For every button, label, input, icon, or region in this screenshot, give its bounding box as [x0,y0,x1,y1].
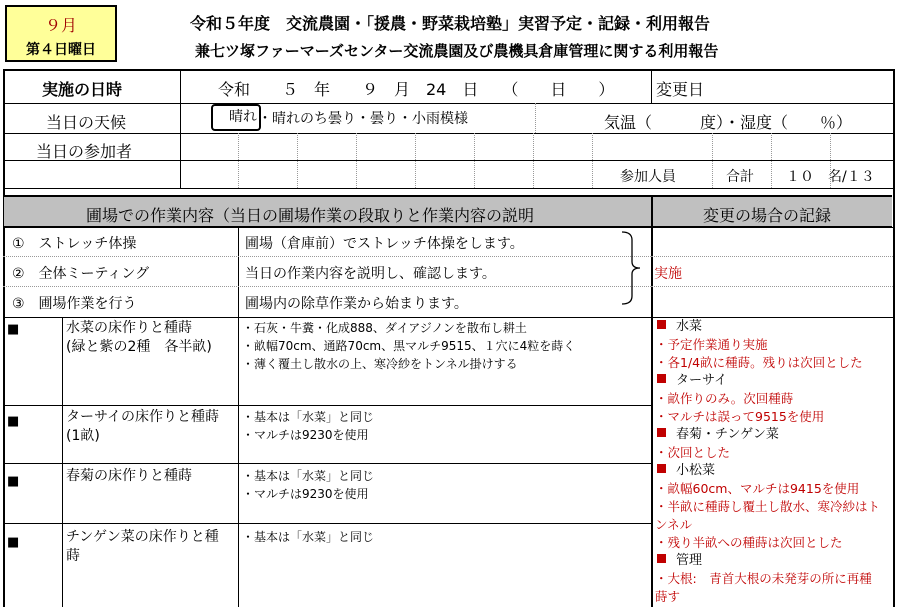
task-3-name: 春菊の床作りと種蒔 [66,468,192,484]
record-heading [655,552,891,570]
change-date-label: 変更日 [656,80,705,99]
steps-note: 実施 [654,266,682,282]
task-3-detail: ・マルチは9230を使用 [242,487,369,501]
task-3-detail: ・基本は「水菜」と同じ [242,469,375,483]
task-4-name: チンゲン菜の床作りと種 蒔 [66,529,219,564]
page-title: 令和５年度 交流農園・「援農・野菜栽培塾」実習予定・記録・利用報告 [190,14,711,33]
record-line: ・大根: 青首大根の未発芽の所に再種 [655,571,872,586]
record-line: ・マルチは誤って9515を使用 [655,409,825,424]
record-line: ・残り半畝への種蒔は次回とした [655,535,843,550]
weather-label: 当日の天候 [46,113,127,132]
record-line: ・予定作業通り実施 [655,337,768,352]
task-4-marker: ■ [7,535,20,550]
task-2-name: ターサイの床作りと種蒔 (1畝) [66,409,220,444]
weather-options: ・晴れのち曇り・曇り・小雨模様 [258,111,468,127]
total-label: 合計 [726,169,754,185]
record-line: 蒔す [655,589,681,604]
record-marker-icon [657,464,666,473]
record-marker-icon [657,374,666,383]
step-3-desc: 圃場内の除草作業から始まります。 [245,296,468,312]
record-heading [655,426,891,444]
record-heading-text: 管理 [676,553,703,568]
steps-bracket [618,230,658,306]
record-heading-text: ターサイ [676,373,728,388]
task-3-marker: ■ [7,474,20,489]
task-2-detail: ・マルチは9230を使用 [242,428,369,442]
record-marker-icon [657,554,666,563]
step-1-label: ① ストレッチ体操 [12,236,137,252]
month-label: ９月 [44,16,77,35]
task-3-details [242,467,374,503]
record-heading-text: 水菜 [676,319,703,334]
task-1-name: 水菜の床作りと種蒔 (緑と紫の2種 各半畝) [66,320,212,355]
record-line: ンネル [655,517,693,532]
record-heading [655,462,891,480]
task-4-detail: ・基本は「水菜」と同じ [242,530,375,544]
step-3-label: ③ 圃場作業を行う [12,296,137,312]
task-1-detail: ・畝幅70cm、通路70cm、黒マルチ9515、１穴に4粒を蒔く [242,339,576,353]
task-4-details [242,528,374,546]
record-heading-text: 春菊・チンゲン菜 [676,427,779,442]
record-heading [655,318,891,336]
task-1-detail: ・薄く覆土し散水の上、寒冷紗をトンネル掛けする [242,357,518,371]
record-line: ・半畝に種蒔し覆土し散水、寒冷紗はト [655,499,881,514]
step-2-desc: 当日の作業内容を説明し、確認します。 [245,266,496,282]
date-value: 令和 ５ 年 ９ 月 24 日 （ 日 ） [218,80,615,99]
weather-selected[interactable]: 晴れ [211,104,261,131]
record-marker-icon [657,428,666,437]
record-heading-text: 小松菜 [676,463,716,478]
total-value: １０ 名/１３ [786,169,875,185]
step-1-desc: 圃場（倉庫前）でストレッチ体操をします。 [245,236,524,252]
task-1-details [242,319,575,373]
month-box [5,5,117,62]
headcount-label: 参加人員 [620,169,676,185]
step-2-label: ② 全体ミーティング [12,266,150,282]
task-2-details [242,408,374,444]
temperature-humidity-label: 気温（ 度）・湿度（ ％） [604,113,853,132]
record-line: ・畝作りのみ。次回種蒔 [655,391,794,406]
page-subtitle: 兼七ツ塚ファーマーズセンター交流農園及び農機具倉庫管理に関する利用報告 [195,42,719,60]
record-line: ・畝幅60cm、マルチは9415を使用 [655,481,860,496]
record-heading [655,372,891,390]
work-header-left: 圃場での作業内容（当日の圃場作業の段取りと作業内容の説明 [86,206,535,225]
task-2-marker: ■ [7,414,20,429]
work-header-right: 変更の場合の記録 [703,206,832,225]
record-line: ・各1/4畝に種蒔。残りは次回とした [655,355,863,370]
task-1-detail: ・石灰・牛糞・化成888、ダイアジノンを散布し耕土 [242,321,527,335]
task-1-marker: ■ [7,322,20,337]
change-records [655,318,891,606]
record-marker-icon [657,320,666,329]
date-label: 実施の日時 [42,80,123,99]
task-2-detail: ・基本は「水菜」と同じ [242,410,375,424]
record-line: ・次回とした [655,445,731,460]
participants-label: 当日の参加者 [36,142,133,161]
week-label: 第４日曜日 [26,42,96,58]
